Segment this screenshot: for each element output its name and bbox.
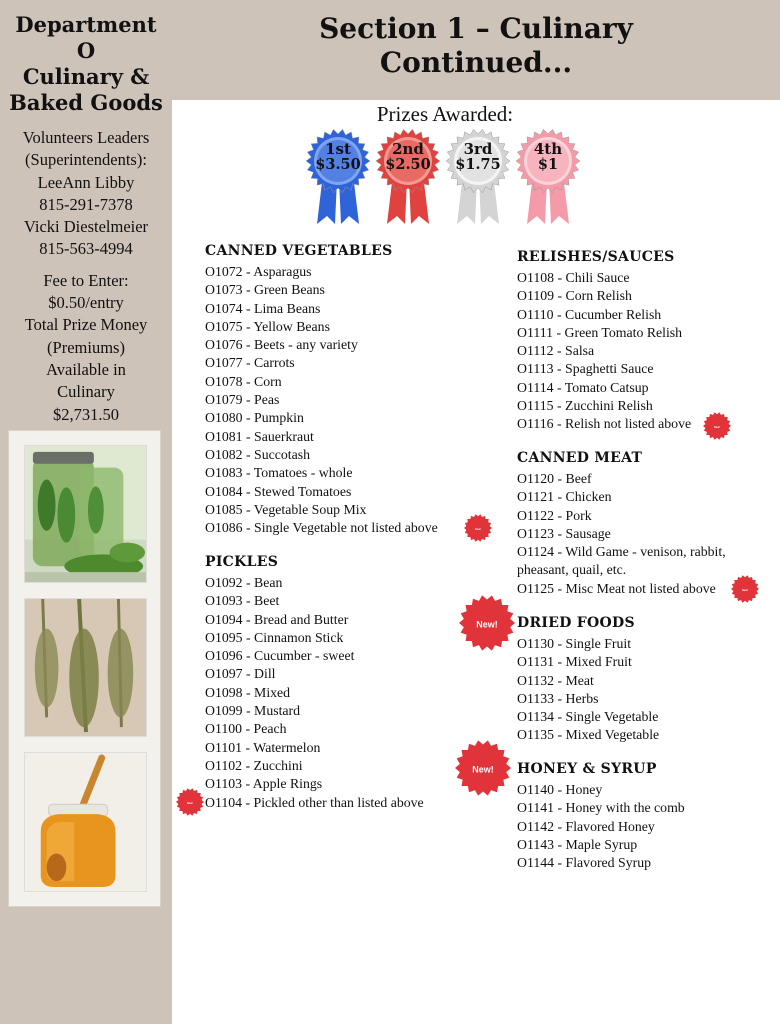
list-item: O1130 - Single Fruit (517, 636, 632, 651)
list-item: O1115 - Zucchini Relish (517, 398, 653, 414)
category-canned-vegetables (205, 242, 438, 537)
ribbon-second (375, 124, 441, 226)
list-item: O1120 - Beef (517, 471, 592, 486)
new-badge-label: New! (475, 528, 481, 532)
department-title-line: Culinary & (22, 64, 150, 89)
list-item: O1083 - Tomatoes - whole (205, 465, 353, 481)
new-badge-icon (455, 740, 511, 796)
new-badge-shape (703, 412, 731, 440)
new-badge-icon (731, 575, 759, 603)
category-heading: CANNED MEAT (517, 450, 643, 466)
list-item: O1093 - Beet (205, 593, 280, 609)
list-item: O1097 - Dill (205, 666, 276, 682)
category-heading: PICKLES (205, 554, 279, 570)
list-item: O1098 - Mixed (205, 684, 291, 700)
ribbon-place: 3rd (463, 140, 493, 158)
list-item: O1124 - Wild Game - venison, rabbit, pheasant, quail, etc. (517, 544, 726, 578)
fee-label: Fee to Enter: (43, 270, 129, 290)
leader-name: LeeAnn Libby (37, 172, 135, 192)
ribbon-fourth (515, 124, 581, 226)
list-item: O1112 - Salsa (517, 343, 595, 359)
category-honey-syrup (517, 760, 685, 872)
new-badge-shape (455, 740, 511, 796)
list-item: O1144 - Flavored Syrup (517, 855, 651, 871)
category-heading: RELISHES/SAUCES (517, 249, 675, 265)
new-badge-icon (176, 788, 204, 816)
list-item: O1086 - Single Vegetable not listed above (205, 520, 438, 536)
category-items (517, 635, 659, 745)
department-title (0, 12, 172, 116)
photo-frame (8, 430, 161, 907)
list-item: O1101 - Watermelon (205, 739, 321, 755)
category-dried-foods (517, 614, 659, 745)
list-item: O1122 - Pork (517, 507, 592, 523)
ribbon-amount: $3.50 (315, 156, 361, 173)
new-badge-shape (731, 575, 759, 603)
category-items (517, 781, 685, 872)
list-item: O1121 - Chicken (517, 489, 612, 505)
list-item: O1109 - Corn Relish (517, 288, 632, 304)
list-item: O1141 - Honey with the comb (517, 800, 685, 816)
list-item: O1096 - Cucumber - sweet (205, 648, 355, 664)
new-badge-icon (464, 514, 492, 542)
category-items (517, 470, 767, 598)
list-item: O1099 - Mustard (205, 703, 301, 719)
list-item: O1132 - Meat (517, 672, 594, 688)
category-heading: DRIED FOODS (517, 615, 635, 631)
list-item: O1082 - Succotash (205, 446, 310, 462)
new-badge-label: New! (472, 764, 494, 775)
ribbon-first (305, 124, 371, 226)
list-item: O1108 - Chili Sauce (517, 270, 630, 285)
dried-herbs-photo (24, 598, 147, 737)
sidebar (0, 0, 172, 1024)
department-title-line: Department (15, 12, 157, 37)
ribbon-amount: $2.50 (385, 156, 431, 173)
list-item: O1143 - Maple Syrup (517, 836, 638, 852)
honey-jar-photo (24, 752, 147, 892)
list-item: O1075 - Yellow Beans (205, 318, 330, 334)
new-badge-shape (176, 788, 204, 816)
category-items (205, 263, 438, 537)
list-item: O1079 - Peas (205, 392, 280, 408)
list-item: O1073 - Green Beans (205, 282, 325, 298)
new-badge-label: New! (742, 589, 748, 593)
list-item: O1125 - Misc Meat not listed above (517, 580, 716, 596)
list-item: O1078 - Corn (205, 373, 282, 389)
new-badge-label: New! (187, 802, 193, 806)
section-title (172, 12, 780, 80)
leader-phone: 815-291-7378 (39, 194, 133, 214)
ribbon-amount: $1 (537, 156, 559, 173)
ribbon-third (445, 124, 511, 226)
new-badge-label: New! (714, 426, 720, 430)
category-items (517, 269, 691, 434)
leader-name: Vicki Diestelmeier (23, 217, 149, 237)
category-items (205, 574, 424, 812)
fee-amount: $0.50/entry (48, 293, 124, 313)
leaders-label: Volunteers Leaders (22, 128, 150, 147)
list-item: O1104 - Pickled other than listed above (205, 794, 424, 810)
list-item: O1131 - Mixed Fruit (517, 654, 632, 670)
list-item: O1080 - Pumpkin (205, 410, 304, 426)
list-item: O1110 - Cucumber Relish (517, 306, 662, 322)
pickle-jars-photo (24, 445, 147, 583)
list-item: O1095 - Cinnamon Stick (205, 629, 344, 645)
list-item: O1081 - Sauerkraut (205, 428, 314, 444)
new-badge-label: New! (476, 619, 498, 630)
list-item: O1094 - Bread and Butter (205, 611, 349, 627)
new-badge-icon (459, 595, 515, 651)
prizes-heading: Prizes Awarded: (376, 102, 514, 126)
ribbon-amount: $1.75 (455, 156, 501, 173)
list-item: O1085 - Vegetable Soup Mix (205, 501, 367, 517)
ribbon-place: 2nd (392, 140, 424, 158)
prize-money-label: Total Prize Money (24, 315, 148, 335)
prize-money-label: (Premiums) (47, 337, 125, 357)
category-relishes-sauces (517, 248, 691, 434)
list-item: O1084 - Stewed Tomatoes (205, 483, 352, 499)
list-item: O1133 - Herbs (517, 690, 599, 706)
list-item: O1123 - Sausage (517, 525, 611, 541)
header (172, 0, 780, 100)
list-item: O1074 - Lima Beans (205, 300, 321, 316)
list-item: O1072 - Asparagus (205, 264, 312, 279)
list-item: O1135 - Mixed Vegetable (517, 727, 660, 743)
ribbon-place: 1st (325, 140, 351, 158)
leader-phone: 815-563-4994 (39, 239, 133, 259)
prize-money-amount: $2,731.50 (53, 404, 119, 424)
list-item: O1103 - Apple Rings (205, 776, 323, 792)
category-pickles (205, 553, 424, 812)
list-item: O1113 - Spaghetti Sauce (517, 361, 654, 377)
section-title-line: Section 1 – Culinary (319, 12, 633, 45)
ribbon-place: 4th (533, 140, 563, 158)
category-canned-meat (517, 449, 767, 598)
list-item: O1111 - Green Tomato Relish (517, 324, 683, 340)
list-item: O1114 - Tomato Catsup (517, 379, 649, 395)
new-badge-shape (464, 514, 492, 542)
category-heading: HONEY & SYRUP (517, 761, 657, 777)
prize-money-label: Culinary (57, 382, 115, 402)
leaders-label: (Superintendents): (25, 150, 147, 170)
list-item: O1100 - Peach (205, 721, 287, 737)
section-title-line: Continued... (379, 46, 573, 79)
list-item: O1076 - Beets - any variety (205, 337, 358, 353)
department-title-line: O (76, 38, 96, 63)
category-heading: CANNED VEGETABLES (205, 243, 393, 259)
list-item: O1140 - Honey (517, 782, 603, 797)
list-item: O1092 - Bean (205, 575, 283, 590)
list-item: O1142 - Flavored Honey (517, 818, 655, 834)
sidebar-info (0, 127, 172, 426)
list-item: O1077 - Carrots (205, 355, 295, 371)
list-item: O1102 - Zucchini (205, 757, 303, 773)
department-title-line: Baked Goods (9, 90, 163, 115)
list-item: O1116 - Relish not listed above (517, 416, 692, 432)
prize-money-label: Available in (46, 359, 126, 379)
list-item: O1134 - Single Vegetable (517, 709, 659, 725)
new-badge-icon (703, 412, 731, 440)
new-badge-shape (459, 595, 515, 651)
